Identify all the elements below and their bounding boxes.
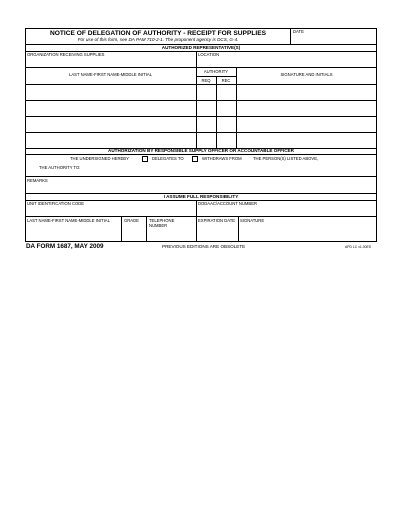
req-field[interactable] bbox=[197, 86, 215, 99]
editions-note: PREVIOUS EDITIONS ARE OBSOLETE bbox=[162, 244, 246, 249]
divider bbox=[121, 216, 122, 242]
location-label: LOCATION bbox=[198, 52, 220, 57]
section-header-authorization: AUTHORIZATION BY RESPONSIBLE SUPPLY OFFICER OR ACCOUNTABLE OFFICER bbox=[108, 148, 294, 154]
divider bbox=[196, 216, 197, 242]
grade-label: GRADE bbox=[124, 218, 139, 223]
delegates-checkbox[interactable] bbox=[142, 156, 148, 162]
form-number: DA FORM 1687, MAY 2009 bbox=[26, 243, 104, 250]
telephone-number-label: NUMBER bbox=[149, 223, 168, 228]
signature-label: SIGNATURE bbox=[240, 218, 265, 223]
persons-listed-text: THE PERSON(S) LISTED ABOVE, bbox=[253, 156, 319, 161]
version-code: APD LC v1.00ES bbox=[345, 245, 372, 249]
officer-name-field[interactable] bbox=[27, 229, 119, 240]
req-field[interactable] bbox=[197, 118, 215, 131]
date-field[interactable] bbox=[293, 36, 375, 43]
remarks-field[interactable] bbox=[27, 184, 375, 192]
divider bbox=[196, 200, 197, 216]
expiration-date-field[interactable] bbox=[198, 229, 236, 240]
telephone-label: TELEPHONE bbox=[149, 218, 175, 223]
org-label: ORGANIZATION RECEIVING SUPPLIES bbox=[27, 52, 105, 57]
divider bbox=[25, 84, 377, 85]
dodaac-label: DODAAC/ACCOUNT NUMBER bbox=[198, 201, 258, 206]
signature-field[interactable] bbox=[238, 86, 375, 99]
grade-field[interactable] bbox=[123, 229, 144, 240]
authority-to-field[interactable] bbox=[82, 163, 375, 172]
divider bbox=[25, 154, 377, 155]
signature-field[interactable] bbox=[240, 229, 375, 240]
authority-to-label: THE AUTHORITY TO: bbox=[39, 165, 81, 170]
rec-field[interactable] bbox=[217, 118, 235, 131]
representative-name-field[interactable] bbox=[27, 118, 194, 131]
withdraws-checkbox[interactable] bbox=[192, 156, 198, 162]
uic-label: UNIT IDENTIFICATION CODE bbox=[27, 201, 85, 206]
expiration-date-label: EXPIRATION DATE bbox=[198, 218, 236, 223]
divider bbox=[146, 216, 147, 242]
req-field[interactable] bbox=[197, 134, 215, 147]
divider bbox=[25, 132, 377, 133]
divider bbox=[196, 51, 197, 67]
date-label: DATE bbox=[293, 29, 304, 34]
req-field[interactable] bbox=[197, 102, 215, 115]
divider bbox=[25, 176, 377, 177]
dodaac-field[interactable] bbox=[198, 208, 375, 215]
authority-header: AUTHORITY bbox=[203, 69, 229, 74]
section-header-responsibility: I ASSUME FULL RESPONSIBILITY bbox=[163, 193, 239, 199]
divider bbox=[25, 216, 377, 217]
name-column-header: LAST NAME-FIRST NAME-MIDDLE INITIAL bbox=[69, 72, 152, 77]
officer-name-label: LAST NAME-FIRST NAME-MIDDLE INITIAL bbox=[27, 218, 110, 223]
rec-field[interactable] bbox=[217, 86, 235, 99]
rec-field[interactable] bbox=[217, 102, 235, 115]
uic-field[interactable] bbox=[27, 208, 194, 215]
org-field[interactable] bbox=[27, 59, 194, 66]
rec-header: REC bbox=[221, 77, 231, 83]
req-header: REQ bbox=[201, 77, 211, 83]
representative-name-field[interactable] bbox=[27, 134, 194, 147]
divider bbox=[238, 216, 239, 242]
representative-name-field[interactable] bbox=[27, 102, 194, 115]
rec-field[interactable] bbox=[217, 134, 235, 147]
divider bbox=[290, 28, 291, 44]
signature-column-header: SIGNATURE AND INITIALS bbox=[280, 72, 333, 77]
signature-field[interactable] bbox=[238, 134, 375, 147]
signature-field[interactable] bbox=[238, 118, 375, 131]
divider bbox=[25, 100, 377, 101]
telephone-field[interactable] bbox=[148, 230, 194, 240]
signature-field[interactable] bbox=[238, 102, 375, 115]
form-title: NOTICE OF DELEGATION OF AUTHORITY - RECEIPT FOR SUPPLIES bbox=[49, 30, 266, 37]
representative-name-field[interactable] bbox=[27, 86, 194, 99]
location-field[interactable] bbox=[198, 59, 375, 66]
divider bbox=[25, 67, 377, 68]
remarks-label: REMARKS bbox=[27, 178, 48, 183]
withdraws-label: WITHDRAWS FROM bbox=[202, 156, 242, 161]
divider bbox=[25, 116, 377, 117]
form-subtitle: For use of this form, see DA PAM 710-2-1. The proponent agency is DCS, G-4. bbox=[77, 37, 239, 42]
divider bbox=[236, 67, 237, 148]
divider bbox=[196, 76, 236, 77]
section-header-authorized: AUTHORIZED REPRESENTATIVE(S) bbox=[161, 44, 241, 50]
delegates-label: DELEGATES TO bbox=[152, 156, 184, 161]
undersigned-text: THE UNDERSIGNED HEREBY bbox=[70, 156, 129, 161]
